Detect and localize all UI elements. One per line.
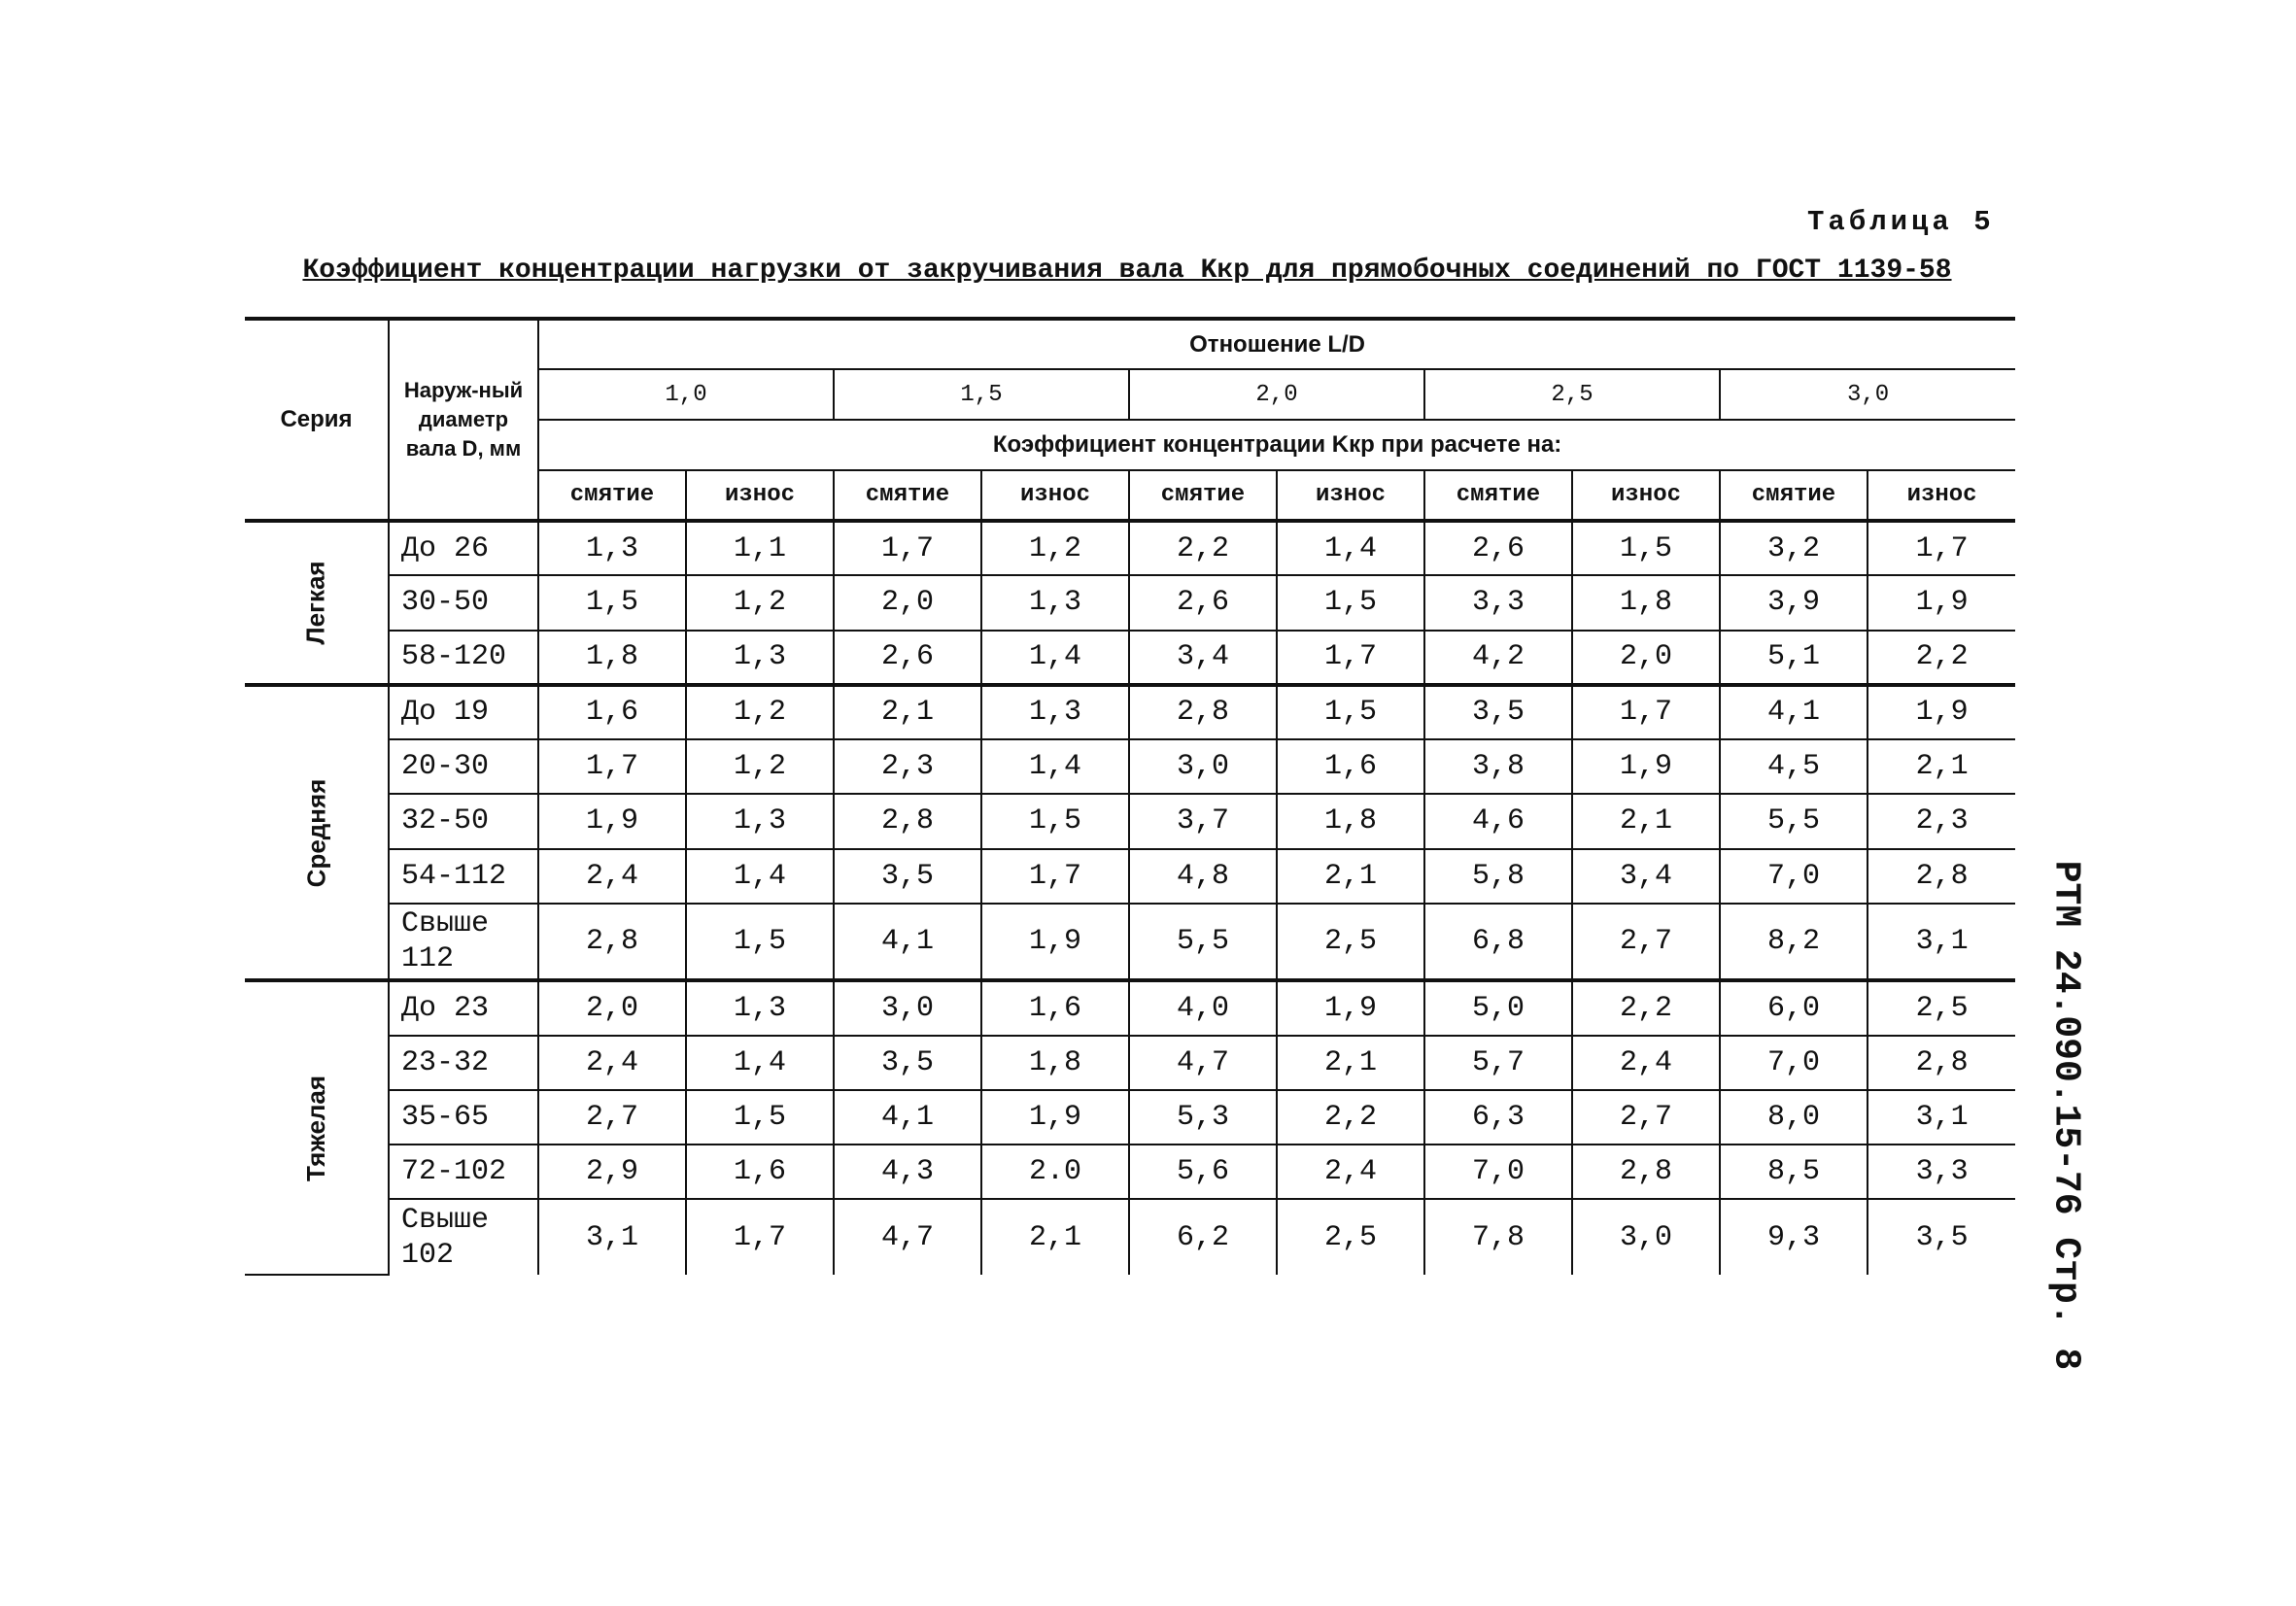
table-row (245, 1036, 2015, 1090)
coefficient-cell: 1,3 (981, 575, 1129, 630)
coefficient-cell: 3,5 (1424, 685, 1572, 739)
coefficient-cell: 9,3 (1720, 1199, 1868, 1275)
coefficient-cell: 7,0 (1720, 1036, 1868, 1090)
coefficient-cell: 1,8 (981, 1036, 1129, 1090)
diameter-header: Наруж-ный диаметр вала D, мм (389, 319, 538, 521)
coefficient-cell: 5,5 (1129, 904, 1277, 981)
coefficient-cell: 8,5 (1720, 1145, 1868, 1199)
coefficient-cell: 3,1 (538, 1199, 686, 1275)
coefficient-cell: 1,3 (981, 685, 1129, 739)
coefficient-cell: 6,2 (1129, 1199, 1277, 1275)
calc-type-header: износ (1868, 470, 2015, 521)
table-row (245, 1090, 2015, 1145)
coefficient-cell: 1,7 (1572, 685, 1720, 739)
series-label: Тяжелая (300, 1075, 330, 1181)
table-row (245, 739, 2015, 794)
coefficient-cell: 1,8 (1277, 794, 1424, 848)
diameter-cell: До 23 (389, 980, 538, 1035)
ratio-value: 2,5 (1424, 369, 1720, 420)
coefficient-cell: 2.0 (981, 1145, 1129, 1199)
coefficient-cell: 1,3 (686, 980, 834, 1035)
coefficient-cell: 3,5 (1868, 1199, 2015, 1275)
coefficient-cell: 3,5 (834, 1036, 981, 1090)
coefficient-cell: 1,6 (981, 980, 1129, 1035)
coefficient-cell: 1,5 (981, 794, 1129, 848)
coefficient-cell: 3,0 (1129, 739, 1277, 794)
series-cell (245, 685, 389, 981)
diameter-cell: До 26 (389, 521, 538, 575)
coefficient-cell: 3,4 (1129, 631, 1277, 685)
coefficient-cell: 7,0 (1424, 1145, 1572, 1199)
coefficient-cell: 1,6 (1277, 739, 1424, 794)
coefficient-cell: 1,3 (686, 794, 834, 848)
coefficient-cell: 2,7 (1572, 1090, 1720, 1145)
coefficient-cell: 2,1 (1277, 1036, 1424, 1090)
coefficient-cell: 3,7 (1129, 794, 1277, 848)
coefficient-cell: 3,5 (834, 849, 981, 904)
coefficient-cell: 2,5 (1277, 1199, 1424, 1275)
coefficient-cell: 4,8 (1129, 849, 1277, 904)
diameter-cell: 23-32 (389, 1036, 538, 1090)
coefficient-cell: 4,1 (834, 904, 981, 981)
coefficient-cell: 1,4 (1277, 521, 1424, 575)
coefficient-cell: 2,8 (538, 904, 686, 981)
coefficient-cell: 2,9 (538, 1145, 686, 1199)
coefficient-cell: 2,1 (1572, 794, 1720, 848)
series-header: Серия (245, 319, 389, 521)
coefficient-cell: 2,1 (1868, 739, 2015, 794)
series-label: Средняя (300, 778, 330, 887)
coefficient-cell: 1,5 (686, 1090, 834, 1145)
coefficient-cell: 2,4 (538, 1036, 686, 1090)
document-code-stamp (2046, 843, 2085, 1387)
coefficient-cell: 1,9 (981, 904, 1129, 981)
calc-type-header: смятие (1424, 470, 1572, 521)
coefficient-cell: 1,8 (538, 631, 686, 685)
coefficient-cell: 5,8 (1424, 849, 1572, 904)
coefficient-cell: 4,6 (1424, 794, 1572, 848)
coefficient-cell: 1,9 (981, 1090, 1129, 1145)
coefficient-cell: 3,8 (1424, 739, 1572, 794)
table-row (245, 685, 2015, 739)
table-row (245, 904, 2015, 981)
table-row (245, 1145, 2015, 1199)
series-cell (245, 980, 389, 1275)
coefficient-cell: 3,4 (1572, 849, 1720, 904)
coefficient-cell: 2,6 (1424, 521, 1572, 575)
coefficient-cell: 2,3 (834, 739, 981, 794)
ratio-value: 2,0 (1129, 369, 1424, 420)
diameter-cell: 54-112 (389, 849, 538, 904)
coefficient-cell: 3,1 (1868, 1090, 2015, 1145)
calc-type-header: износ (1277, 470, 1424, 521)
coefficient-cell: 5,3 (1129, 1090, 1277, 1145)
table-number: Таблица 5 (1807, 206, 1995, 238)
calc-type-header: износ (981, 470, 1129, 521)
coefficient-cell: 2,1 (1277, 849, 1424, 904)
coefficient-cell: 2,6 (834, 631, 981, 685)
coefficient-cell: 3,1 (1868, 904, 2015, 981)
coefficient-cell: 1,7 (686, 1199, 834, 1275)
coefficient-cell: 2,0 (538, 980, 686, 1035)
coefficient-cell: 1,9 (538, 794, 686, 848)
coefficient-cell: 2,0 (1572, 631, 1720, 685)
coefficient-cell: 2,4 (1277, 1145, 1424, 1199)
calc-type-header: смятие (538, 470, 686, 521)
table-row (245, 1199, 2015, 1275)
table-row (245, 849, 2015, 904)
coefficient-cell: 1,5 (686, 904, 834, 981)
calc-type-header: износ (686, 470, 834, 521)
diameter-cell: Свыше 102 (389, 1199, 538, 1275)
coefficient-cell: 1,2 (686, 685, 834, 739)
coefficient-cell: 1,3 (686, 631, 834, 685)
coefficient-cell: 6,0 (1720, 980, 1868, 1035)
coefficient-cell: 3,3 (1424, 575, 1572, 630)
calc-type-header: смятие (1720, 470, 1868, 521)
table-row (245, 794, 2015, 848)
coefficient-cell: 2,1 (834, 685, 981, 739)
calc-type-header: смятие (834, 470, 981, 521)
coefficient-cell: 3,2 (1720, 521, 1868, 575)
coefficient-cell: 5,0 (1424, 980, 1572, 1035)
coefficient-cell: 2,7 (538, 1090, 686, 1145)
coefficient-cell: 2,2 (1277, 1090, 1424, 1145)
coefficient-cell: 1,5 (538, 575, 686, 630)
coefficient-cell: 3,0 (834, 980, 981, 1035)
diameter-cell: До 19 (389, 685, 538, 739)
coefficient-cell: 1,4 (981, 739, 1129, 794)
coefficient-cell: 1,9 (1868, 575, 2015, 630)
coefficient-cell: 1,7 (538, 739, 686, 794)
coefficient-cell: 4,1 (834, 1090, 981, 1145)
coefficient-cell: 3,0 (1572, 1199, 1720, 1275)
series-label: Легкая (301, 561, 330, 645)
coefficient-cell: 2,4 (538, 849, 686, 904)
coefficient-cell: 1,2 (686, 575, 834, 630)
coefficient-cell: 1,6 (686, 1145, 834, 1199)
coefficient-cell: 2,5 (1277, 904, 1424, 981)
coefficient-cell: 1,3 (538, 521, 686, 575)
coefficient-cell: 2,8 (1868, 1036, 2015, 1090)
coefficient-cell: 1,7 (981, 849, 1129, 904)
coefficient-cell: 1,9 (1277, 980, 1424, 1035)
diameter-cell: 72-102 (389, 1145, 538, 1199)
coefficient-cell: 5,6 (1129, 1145, 1277, 1199)
calc-type-header: износ (1572, 470, 1720, 521)
coefficient-cell: 2,7 (1572, 904, 1720, 981)
coefficient-cell: 1,7 (1868, 521, 2015, 575)
table-caption: Коэффициент концентрации нагрузки от закручивания вала Kкр для прямобочных соединений по ГОСТ 1139-58 (302, 256, 1952, 286)
ratio-value: 3,0 (1720, 369, 2015, 420)
calc-type-header: смятие (1129, 470, 1277, 521)
coefficient-cell: 4,0 (1129, 980, 1277, 1035)
coefficient-cell: 7,8 (1424, 1199, 1572, 1275)
coefficient-cell: 6,8 (1424, 904, 1572, 981)
coefficient-cell: 4,1 (1720, 685, 1868, 739)
coefficient-cell: 1,4 (981, 631, 1129, 685)
coefficient-cell: 4,7 (834, 1199, 981, 1275)
diameter-cell: 35-65 (389, 1090, 538, 1145)
table-row (245, 575, 2015, 630)
coefficient-cell: 6,3 (1424, 1090, 1572, 1145)
ratio-value: 1,5 (834, 369, 1129, 420)
diameter-cell: 58-120 (389, 631, 538, 685)
table-row (245, 521, 2015, 575)
diameter-cell: 32-50 (389, 794, 538, 848)
coefficient-cell: 8,0 (1720, 1090, 1868, 1145)
coefficient-cell: 2,2 (1868, 631, 2015, 685)
coefficient-cell: 2,2 (1129, 521, 1277, 575)
coefficient-cell: 1,7 (834, 521, 981, 575)
ratio-value: 1,0 (538, 369, 834, 420)
coefficient-cell: 4,2 (1424, 631, 1572, 685)
coefficient-cell: 2,2 (1572, 980, 1720, 1035)
coefficient-cell: 3,9 (1720, 575, 1868, 630)
coefficient-cell: 1,9 (1868, 685, 2015, 739)
coefficient-cell: 2,5 (1868, 980, 2015, 1035)
coefficient-cell: 1,7 (1277, 631, 1424, 685)
coefficient-table (245, 317, 2015, 1276)
coefficient-cell: 2,8 (1868, 849, 2015, 904)
table-row (245, 631, 2015, 685)
coefficient-cell: 1,2 (686, 739, 834, 794)
series-cell (245, 521, 389, 685)
coefficient-cell: 4,7 (1129, 1036, 1277, 1090)
coefficient-cell: 1,1 (686, 521, 834, 575)
coefficient-cell: 4,3 (834, 1145, 981, 1199)
coefficient-cell: 2,3 (1868, 794, 2015, 848)
coefficient-cell: 1,5 (1572, 521, 1720, 575)
coefficient-cell: 2,4 (1572, 1036, 1720, 1090)
coefficient-cell: 5,1 (1720, 631, 1868, 685)
coefficient-cell: 2,8 (834, 794, 981, 848)
coefficient-cell: 2,8 (1572, 1145, 1720, 1199)
coefficient-cell: 4,5 (1720, 739, 1868, 794)
coefficient-cell: 2,1 (981, 1199, 1129, 1275)
ratio-header: Отношение L/D (538, 319, 2015, 369)
coefficient-cell: 5,5 (1720, 794, 1868, 848)
diameter-cell: 30-50 (389, 575, 538, 630)
coefficient-cell: 1,9 (1572, 739, 1720, 794)
coefficient-cell: 3,3 (1868, 1145, 2015, 1199)
diameter-cell: Свыше 112 (389, 904, 538, 981)
table-row (245, 980, 2015, 1035)
coefficient-cell: 1,2 (981, 521, 1129, 575)
coefficient-cell: 1,5 (1277, 685, 1424, 739)
coefficient-cell: 5,7 (1424, 1036, 1572, 1090)
coefficient-cell: 1,4 (686, 1036, 834, 1090)
coefficient-cell: 2,0 (834, 575, 981, 630)
document-code: РТМ 24.090.15-76 Стр. 8 (2044, 860, 2087, 1371)
coefficient-cell: 1,4 (686, 849, 834, 904)
coefficient-cell: 1,6 (538, 685, 686, 739)
coefficient-cell: 2,8 (1129, 685, 1277, 739)
diameter-cell: 20-30 (389, 739, 538, 794)
coefficient-cell: 1,8 (1572, 575, 1720, 630)
coefficient-header: Коэффициент концентрации Kкр при расчете на: (538, 420, 2015, 470)
coefficient-cell: 8,2 (1720, 904, 1868, 981)
coefficient-cell: 7,0 (1720, 849, 1868, 904)
coefficient-cell: 2,6 (1129, 575, 1277, 630)
coefficient-cell: 1,5 (1277, 575, 1424, 630)
